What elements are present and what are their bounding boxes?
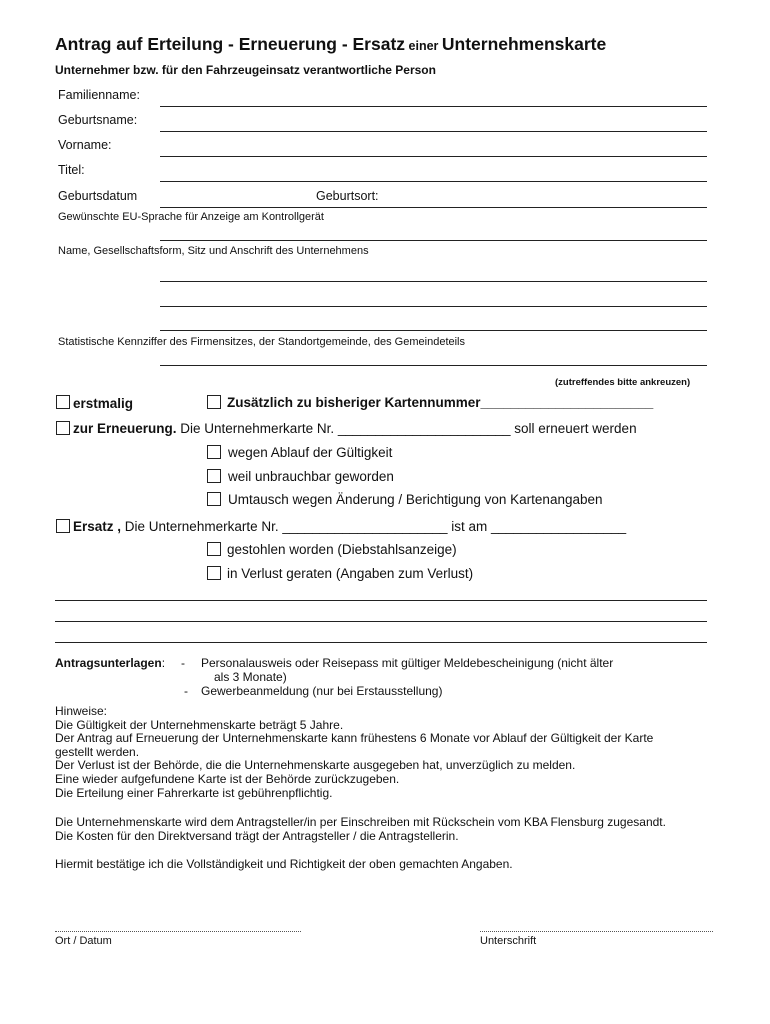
option-ersatz-label (73, 519, 626, 534)
unterschrift-label: Unterschrift (480, 935, 537, 947)
checkbox-umtausch[interactable] (207, 492, 221, 506)
hinweise-line: Die Gültigkeit der Unternehmenskarte beträgt 5 Jahre. (55, 717, 344, 732)
checkbox-unbrauchbar[interactable] (207, 469, 221, 483)
hinweise-line: Der Antrag auf Erneuerung der Unternehmenskarte kann frühestens 6 Monate vor Ablauf der Gültigkeit der Karte (55, 731, 654, 746)
input-geburtsdatum-ort[interactable] (160, 207, 707, 208)
versand-block (55, 816, 666, 843)
label-geburtsname: Geburtsname: (58, 113, 138, 127)
hinweise-heading: Hinweise: (55, 704, 108, 718)
ort-datum-label: Ort / Datum (55, 935, 112, 947)
checkbox-verlust[interactable] (207, 566, 221, 580)
checkbox-erneuerung[interactable] (56, 421, 70, 435)
input-unternehmen-1[interactable] (160, 281, 707, 282)
label-geburtsort: Geburtsort: (316, 189, 379, 203)
hinweise-line: gestellt werden. (55, 744, 140, 759)
input-titel[interactable] (160, 181, 707, 182)
option-erstmalig-text: erstmalig (73, 396, 134, 411)
option-erneuerung-rest: Die Unternehmerkarte Nr. _______________________ soll erneuert werden (176, 421, 637, 436)
versand-line: Die Kosten für den Direktversand trägt der Antragsteller / die Antragstellerin. (55, 828, 459, 843)
label-unternehmen: Name, Gesellschaftsform, Sitz und Anschrift des Unternehmens (58, 245, 369, 257)
unterlagen-item-2: Gewerbeanmeldung (nur bei Erstausstellung) (201, 684, 443, 698)
form-title (55, 34, 606, 55)
input-eu-sprache[interactable] (160, 240, 707, 241)
title-end: Unternehmenskarte (441, 34, 607, 54)
unterlagen-dash-1: - (181, 656, 185, 670)
option-erneuerung-bold: zur Erneuerung. (73, 421, 177, 436)
option-gestohlen-label: gestohlen worden (Diebstahlsanzeige) (227, 542, 457, 557)
option-unbrauchbar-label: weil unbrauchbar geworden (228, 469, 394, 484)
form-subtitle: Unternehmer bzw. für den Fahrzeugeinsatz verantwortliche Person (55, 63, 436, 77)
option-verlust-label: in Verlust geraten (Angaben zum Verlust) (227, 566, 474, 581)
verlust-line-3[interactable] (55, 642, 707, 643)
label-familienname: Familienname: (58, 88, 140, 102)
option-zusaetzlich-text: Zusätzlich zu bisheriger Kartennummer_______________________ (227, 395, 654, 410)
unterlagen-label: Antragsunterlagen (55, 656, 162, 670)
label-kennziffer: Statistische Kennziffer des Firmensitzes, der Standortgemeinde, des Gemeindeteils (58, 336, 465, 348)
checkbox-ersatz[interactable] (56, 519, 70, 533)
option-umtausch-label: Umtausch wegen Änderung / Berichtigung von Kartenangaben (228, 492, 603, 507)
option-ablauf-label: wegen Ablauf der Gültigkeit (228, 445, 393, 460)
versand-line: Die Unternehmenskarte wird dem Antragsteller/in per Einschreiben mit Rückschein vom KBA Flensburg zugesandt. (55, 815, 666, 829)
label-titel: Titel: (58, 163, 85, 177)
input-unternehmen-2[interactable] (160, 306, 707, 307)
input-unternehmen-3[interactable] (160, 330, 707, 331)
option-erneuerung-label (73, 421, 637, 436)
unterschrift-line[interactable] (480, 931, 713, 932)
hinweise-line: Eine wieder aufgefundene Karte ist der Behörde zurückzugeben. (55, 771, 400, 786)
option-zusaetzlich-label (227, 395, 653, 410)
checkbox-erstmalig[interactable] (56, 395, 70, 409)
checkbox-hint: (zutreffendes bitte ankreuzen) (555, 377, 691, 388)
verlust-line-2[interactable] (55, 621, 707, 622)
label-eu-sprache: Gewünschte EU-Sprache für Anzeige am Kontrollgerät (58, 211, 324, 223)
input-familienname[interactable] (160, 106, 707, 107)
title-main: Antrag auf Erteilung - Erneuerung - Ersatz (55, 34, 406, 54)
unterlagen-colon: : (161, 656, 166, 670)
input-geburtsname[interactable] (160, 131, 707, 132)
unterlagen-item-1-line-2: als 3 Monate) (214, 670, 287, 684)
unterlagen-item-1-line-1: Personalausweis oder Reisepass mit gültiger Meldebescheinigung (nicht älter (201, 656, 614, 670)
verlust-line-1[interactable] (55, 600, 707, 601)
hinweise-line: Die Erteilung einer Fahrerkarte ist gebührenpflichtig. (55, 785, 333, 800)
unterlagen-heading (55, 656, 165, 670)
hinweise-line: Der Verlust ist der Behörde, die die Unternehmenskarte ausgegeben hat, unverzüglich zu melden. (55, 758, 576, 773)
option-ersatz-bold: Ersatz , (73, 519, 122, 534)
hinweise-block (55, 705, 653, 800)
checkbox-ablauf[interactable] (207, 445, 221, 459)
unterlagen-dash-2: - (184, 684, 188, 698)
label-geburtsdatum: Geburtsdatum (58, 189, 138, 203)
option-erstmalig-label (73, 396, 133, 411)
checkbox-gestohlen[interactable] (207, 542, 221, 556)
title-connector: einer (405, 39, 442, 53)
input-vorname[interactable] (160, 156, 707, 157)
bestaetigung-text: Hiermit bestätige ich die Vollständigkeit und Richtigkeit der oben gemachten Angaben. (55, 857, 513, 871)
checkbox-zusaetzlich[interactable] (207, 395, 221, 409)
ort-datum-line[interactable] (55, 931, 301, 932)
input-kennziffer[interactable] (160, 365, 707, 366)
option-ersatz-rest: Die Unternehmerkarte Nr. ______________________ ist am __________________ (121, 519, 627, 534)
label-vorname: Vorname: (58, 138, 112, 152)
